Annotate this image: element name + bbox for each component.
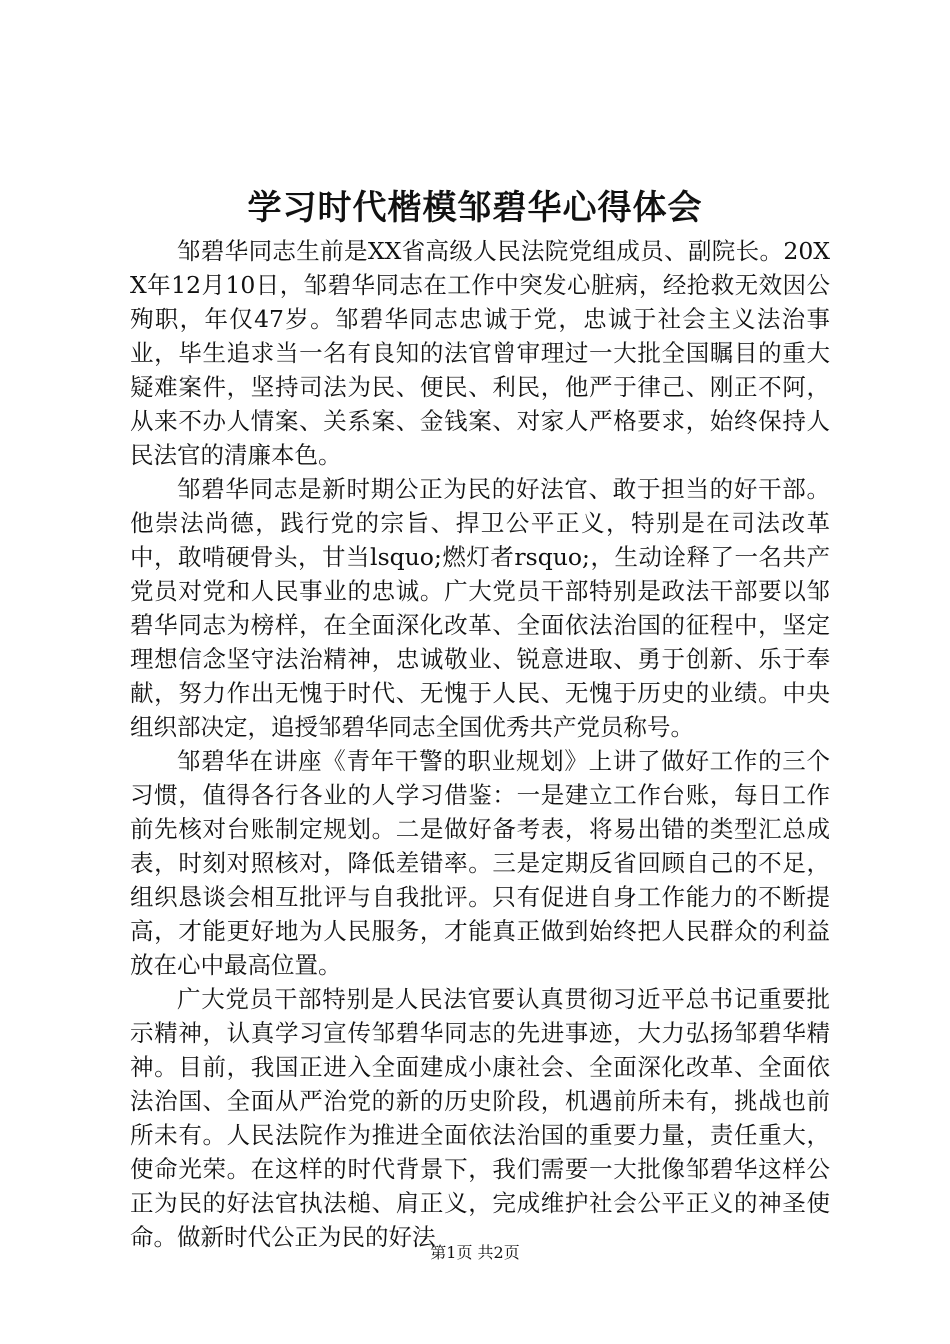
paragraph-2: 邹碧华同志是新时期公正为民的好法官、敢于担当的好干部。他崇法尚德，践行党的宗旨、捍卫公平正义，特别是在司法改革中，敢啃硬骨头，甘当lsquo;燃灯者rsquo;，生动诠释了一名共产党员对党和人民事业的忠诚。广大党员干部特别是政法干部要以邹碧华同志为榜样，在全面深化改革、全面依法治国的征程中，坚定理想信念坚守法治精神，忠诚敬业、锐意进取、勇于创新、乐于奉献，努力作出无愧于时代、无愧于人民、无愧于历史的业绩。中央组织部决定，追授邹碧华同志全国优秀共产党员称号。 — [130, 475, 830, 741]
paragraph-4: 广大党员干部特别是人民法官要认真贯彻习近平总书记重要批示精神，认真学习宣传邹碧华同志的先进事迹，大力弘扬邹碧华精神。目前，我国正进入全面建成小康社会、全面深化改革、全面依法治国、全面从严治党的新的历史阶段，机遇前所未有，挑战也前所未有。人民法院作为推进全面依法治国的重要力量，责任重大，使命光荣。在这样的时代背景下，我们需要一大批像邹碧华这样公正为民的好法官执法槌、肩正义，完成维护社会公平正义的神圣使命。做新时代公正为民的好法 — [130, 985, 830, 1251]
paragraph-3: 邹碧华在讲座《青年干警的职业规划》上讲了做好工作的三个习惯，值得各行各业的人学习借鉴：一是建立工作台账，每日工作前先核对台账制定规划。二是做好备考表，将易出错的类型汇总成表，时刻对照核对，降低差错率。三是定期反省回顾自己的不足，组织恳谈会相互批评与自我批评。只有促进自身工作能力的不断提高，才能更好地为人民服务，才能真正做到始终把人民群众的利益放在心中最高位置。 — [130, 747, 830, 979]
page-number-footer: 第1页 共2页 — [430, 1243, 520, 1262]
document-body — [130, 234, 830, 1254]
document-title: 学习时代楷模邹碧华心得体会 — [247, 188, 703, 228]
paragraph-1: 邹碧华同志生前是XX省高级人民法院党组成员、副院长。20XX年12月10日，邹碧华同志在工作中突发心脏病，经抢救无效因公殉职，年仅47岁。邹碧华同志忠诚于党，忠诚于社会主义法治事业，毕生追求当一名有良知的法官曾审理过一大批全国瞩目的重大疑难案件，坚持司法为民、便民、利民，他严于律己、刚正不阿，从来不办人情案、关系案、金钱案、对家人严格要求，始终保持人民法官的清廉本色。 — [130, 237, 830, 469]
